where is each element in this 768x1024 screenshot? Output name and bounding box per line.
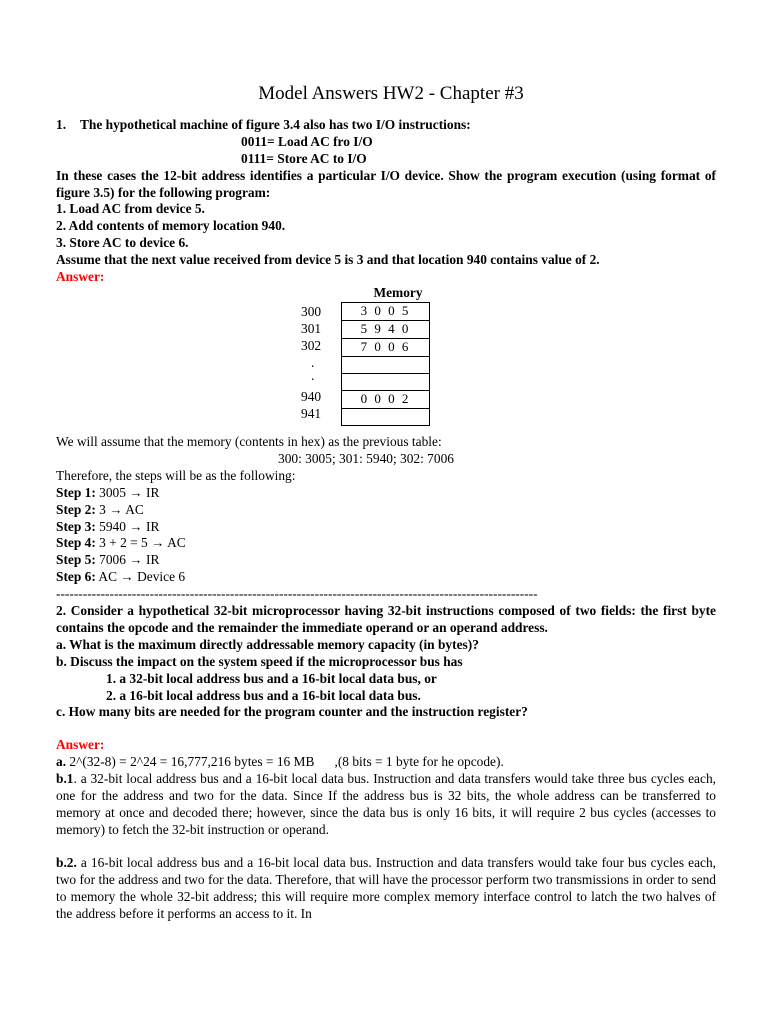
- q1-assumption: Assume that the next value received from device 5 is 3 and that location 940 contains value of 2.: [56, 252, 600, 268]
- step-label: Step 2:: [56, 501, 96, 517]
- step-label: Step 4:: [56, 535, 96, 551]
- step-label: Step 5:: [56, 552, 96, 568]
- memory-row: [342, 320, 430, 338]
- a2-a-label: a.: [56, 754, 67, 770]
- a2-b2-text: a 16-bit local address bus and a 16-bit local data bus. Instruction and data transfers would take four bus cycles each, two for the address and two for the data. Therefore, that will have the processor perform two transmissions in order to send to memory the whole 32-bit address; this will require more complex memory interface control to latch the two halves of the address before it performs an access to it. In: [56, 854, 716, 921]
- memory-cell: [342, 373, 430, 390]
- q1-number: 1.: [56, 116, 67, 132]
- step-row: [56, 552, 716, 569]
- step-label: Step 6:: [56, 569, 96, 585]
- q1-instr2: 0111= Store AC to I/O: [241, 150, 367, 166]
- document-page: [56, 83, 716, 922]
- step-row: [56, 519, 716, 536]
- q2-part-b1: 1. a 32-bit local address bus and a 16-bit local data bus, or: [106, 670, 437, 686]
- q2-answer-label: Answer:: [56, 737, 105, 753]
- section-separator: ------------------------------------------------------------------------------------------------------------: [56, 586, 538, 602]
- step-text: 3005 → IR: [95, 484, 160, 500]
- memory-address: 300: [301, 303, 322, 319]
- q1-answer-label: Answer:: [56, 269, 105, 285]
- q2-part-b: b. Discuss the impact on the system speed if the microprocessor bus has: [56, 653, 463, 669]
- q1-intro-text: The hypothetical machine of figure 3.4 also has two I/O instructions:: [80, 116, 471, 132]
- memory-title: Memory: [373, 284, 423, 300]
- memory-cell: 5 9 4 0: [342, 320, 430, 338]
- q1-instr1: 0011= Load AC fro I/O: [241, 133, 373, 149]
- page-title: Model Answers HW2 - Chapter #3: [258, 83, 524, 104]
- memory-row: [342, 302, 430, 320]
- a2-part-a: [56, 754, 716, 771]
- memory-table: [341, 302, 430, 426]
- a2-b1-label: b.1: [56, 771, 74, 787]
- q2-part-c: c. How many bits are needed for the program counter and the instruction register?: [56, 704, 528, 720]
- a2-b2-label: b.2.: [56, 854, 77, 870]
- a2-a-text: 2^(32-8) = 2^24 = 16,777,216 bytes = 16 MB ,(8 bits = 1 byte for he opcode).: [66, 754, 504, 770]
- step-row: [56, 535, 716, 552]
- a2-part-b2: [56, 855, 716, 923]
- q1-program-line-3: 3. Store AC to device 6.: [56, 235, 189, 251]
- memory-address: 301: [301, 320, 322, 336]
- step-text: 3 → AC: [95, 501, 144, 517]
- step-text: AC → Device 6: [95, 569, 186, 585]
- step-row: [56, 485, 716, 502]
- memory-address: .: [311, 354, 315, 370]
- memory-cell: 3 0 0 5: [342, 302, 430, 320]
- step-label: Step 1:: [56, 484, 96, 500]
- memory-address: .: [311, 367, 315, 383]
- q1-program-line-2: 2. Add contents of memory location 940.: [56, 218, 286, 234]
- memory-address: 940: [301, 388, 322, 404]
- step-text: 3 + 2 = 5 → AC: [95, 535, 186, 551]
- step-row: [56, 502, 716, 519]
- memory-figure: [56, 286, 716, 426]
- step-label: Step 3:: [56, 518, 96, 534]
- memory-row: [342, 356, 430, 373]
- memory-cell: 0 0 0 2: [342, 390, 430, 408]
- a1-line-2: 300: 3005; 301: 5940; 302: 7006: [278, 450, 454, 466]
- q1-program-line-1: 1. Load AC from device 5.: [56, 201, 205, 217]
- q2-part-a: a. What is the maximum directly addressable memory capacity (in bytes)?: [56, 636, 479, 652]
- a2-part-b1: [56, 771, 716, 839]
- memory-address: 941: [301, 405, 322, 421]
- q2-part-b2: 2. a 16-bit local address bus and a 16-bit local data bus.: [106, 687, 421, 703]
- step-row: [56, 569, 716, 586]
- a1-line-1: We will assume that the memory (contents in hex) as the previous table:: [56, 433, 442, 449]
- memory-address: 302: [301, 337, 322, 353]
- step-text: 7006 → IR: [95, 552, 160, 568]
- step-text: 5940 → IR: [95, 518, 160, 534]
- a1-line-3: Therefore, the steps will be as the following:: [56, 467, 296, 483]
- q2-intro: 2. Consider a hypothetical 32-bit microprocessor having 32-bit instructions composed of two fields: the first byte contains the opcode and the remainder the immediate operand or an operand address.: [56, 603, 716, 635]
- memory-row: [342, 373, 430, 390]
- memory-cell: [342, 408, 430, 425]
- memory-row: [342, 338, 430, 356]
- memory-cell: 7 0 0 6: [342, 338, 430, 356]
- q1-description: In these cases the 12-bit address identifies a particular I/O device. Show the program execution (using format of figure 3.5) for the following program:: [56, 167, 716, 200]
- a2-b1-text: . a 32-bit local address bus and a 16-bit local data bus. Instruction and data transfers would take three bus cycles each, one for the address and two for the data. Since If the address bus is 32 bits, the whole address can be transferred to memory at once and decoded there; however, since the data bus is only 16 bits, it will require 2 bus cycles (accesses to memory) to fetch the 32-bit instruction or operand.: [56, 771, 716, 837]
- q1-intro: [56, 117, 716, 134]
- memory-row: [342, 408, 430, 425]
- memory-cell: [342, 356, 430, 373]
- memory-row: [342, 390, 430, 408]
